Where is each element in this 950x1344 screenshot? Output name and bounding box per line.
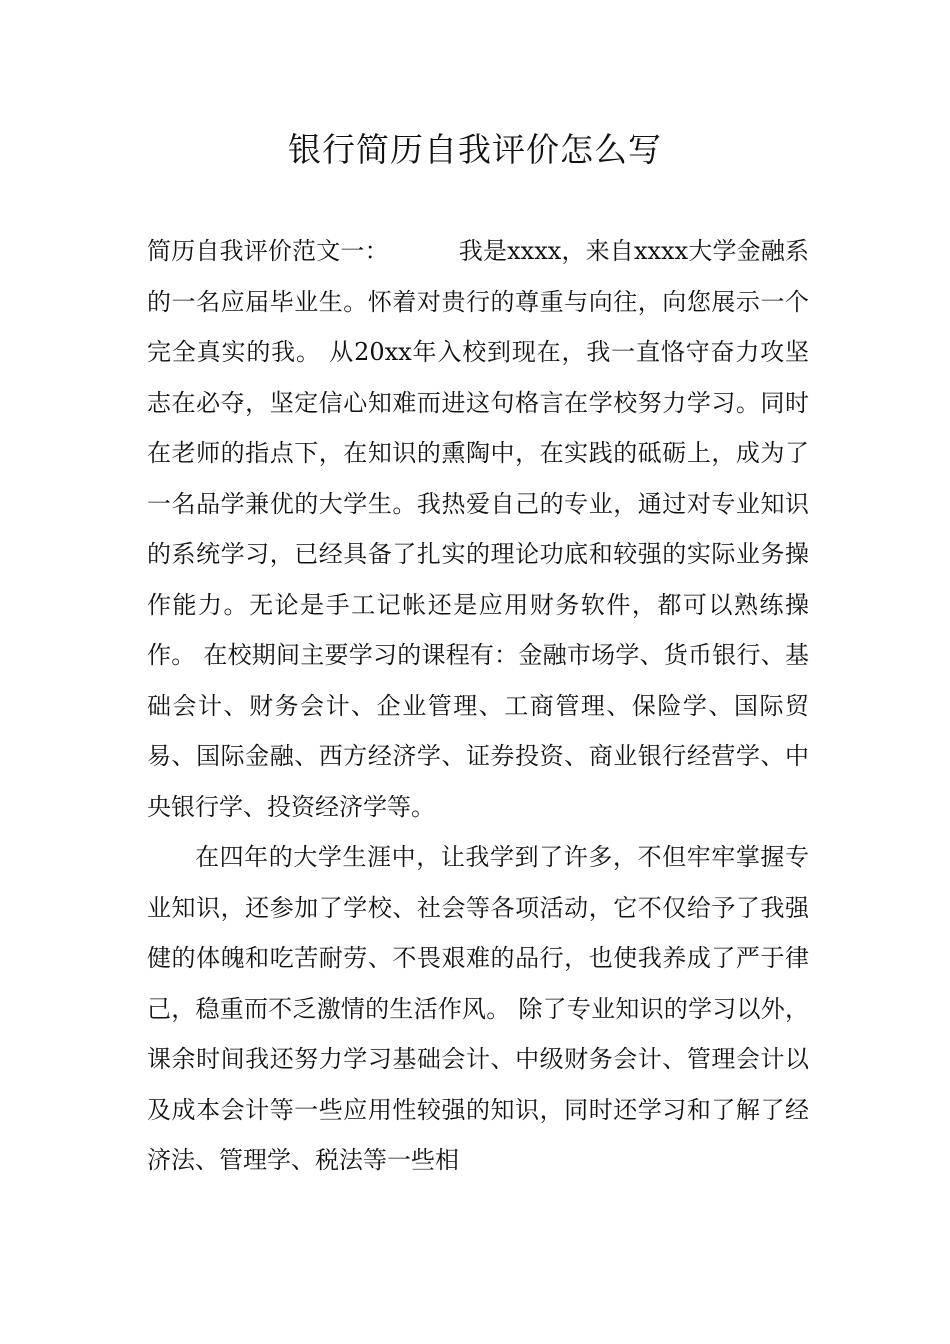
paragraph-1 [147,226,809,832]
section-label: 简历自我评价范文一： [147,237,389,265]
paragraph-1-text: 我是xxxx，来自xxxx大学金融系的一名应届毕业生。怀着对贵行的尊重与向往，向您展示一个完全真实的我。 从20xx年入校到现在，我一直恪守奋力攻坚志在必夺，坚定信心知难而进这句格言在学校努力学习。同时在老师的指点下，在知识的熏陶中，在实践的砥砺上，成为了一名品学兼优的大学生。我热爱自己的专业，通过对专业知识的系统学习，已经具备了扎实的理论功底和较强的实际业务操作能力。无论是手工记帐还是应用财务软件，都可以熟练操作。 在校期间主要学习的课程有：金融市场学、货币银行、基础会计、财务会计、企业管理、工商管理、保险学、国际贸易、国际金融、西方经济学、证券投资、商业银行经营学、中央银行学、投资经济学等。 [147,237,810,821]
paragraph-2 [147,832,809,1186]
document-body [147,226,809,1186]
document-title: 银行简历自我评价怎么写 [288,130,662,169]
paragraph-2-text: 在四年的大学生涯中，让我学到了许多，不但牢牢掌握专业知识，还参加了学校、社会等各项活动，它不仅给予了我强健的体魄和吃苦耐劳、不畏艰难的品行，也使我养成了严于律己，稳重而不乏激情的生活作风。 除了专业知识的学习以外，课余时间我还努力学习基础会计、中级财务会计、管理会计以及成本会计等一些应用性较强的知识，同时还学习和了解了经济法、管理学、税法等一些相 [147,843,809,1174]
